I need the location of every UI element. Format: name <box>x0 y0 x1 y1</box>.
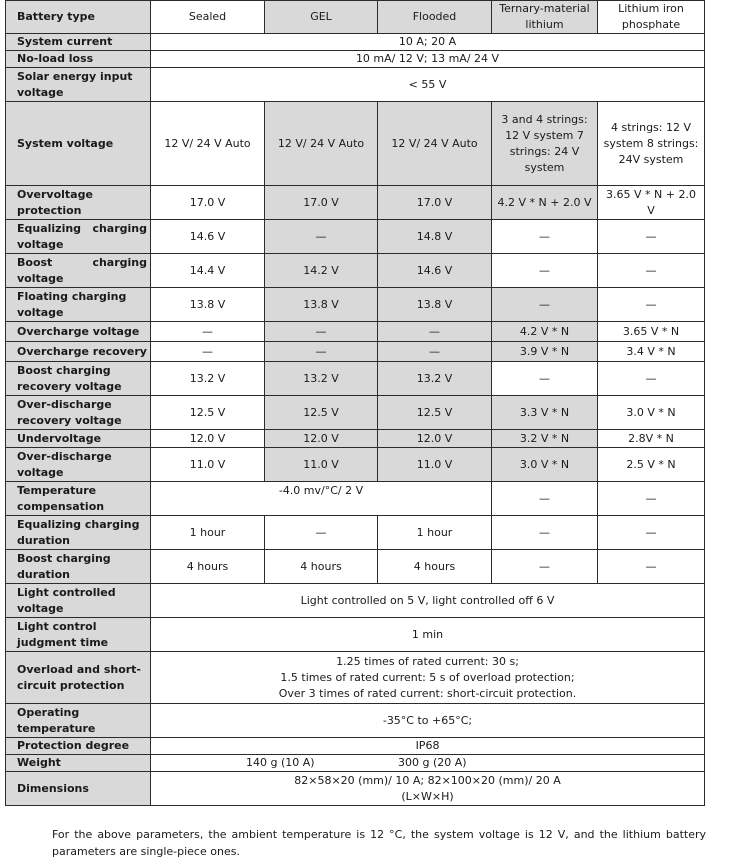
cell-sealed: — <box>151 322 265 342</box>
table-row <box>6 550 705 584</box>
cell-flooded: 13.8 V <box>378 288 492 322</box>
cell-flooded: 11.0 V <box>378 448 492 482</box>
table-row <box>6 516 705 550</box>
cell-flooded: 14.6 V <box>378 254 492 288</box>
row-label: Equalizing charging duration <box>6 516 151 550</box>
dimensions-value <box>151 772 705 806</box>
cell-sealed: — <box>151 342 265 362</box>
cell-lifepo4: — <box>598 550 705 584</box>
row-label: System current <box>6 34 151 51</box>
header-gel: GEL <box>265 1 378 34</box>
cell-ternary: — <box>492 254 598 288</box>
cell-flooded: 12 V/ 24 V Auto <box>378 102 492 186</box>
dimensions-line: (L×W×H) <box>401 789 454 803</box>
cell-sealed: 12 V/ 24 V Auto <box>151 102 265 186</box>
spec-table <box>5 0 705 806</box>
cell-ternary: — <box>492 220 598 254</box>
table-row <box>6 448 705 482</box>
cell-sealed: 14.4 V <box>151 254 265 288</box>
cell-ternary: 4.2 V * N + 2.0 V <box>492 186 598 220</box>
table-row <box>6 652 705 704</box>
cell-flooded: 12.5 V <box>378 396 492 430</box>
row-label: Over-discharge recovery voltage <box>6 396 151 430</box>
row-label: Protection degree <box>6 738 151 755</box>
header-sealed: Sealed <box>151 1 265 34</box>
cell-gel: 4 hours <box>265 550 378 584</box>
cell-flooded: 17.0 V <box>378 186 492 220</box>
table-row <box>6 1 705 34</box>
header-ternary: Ternary-material lithium <box>492 1 598 34</box>
cell-gel: — <box>265 342 378 362</box>
table-row <box>6 254 705 288</box>
table-row <box>6 755 705 772</box>
header-lifepo4: Lithium iron phosphate <box>598 1 705 34</box>
cell-flooded: 12.0 V <box>378 430 492 448</box>
cell-gel: 17.0 V <box>265 186 378 220</box>
row-label: Temperature compensation <box>6 482 151 516</box>
cell-flooded: 4 hours <box>378 550 492 584</box>
cell-gel: 14.2 V <box>265 254 378 288</box>
table-row <box>6 362 705 396</box>
table-row <box>6 288 705 322</box>
cell-ternary: — <box>492 288 598 322</box>
table-row <box>6 704 705 738</box>
cell-ternary: 3 and 4 strings: 12 V system 7 strings: 24 V system <box>492 102 598 186</box>
table-row <box>6 482 705 516</box>
weight-20a: 300 g (20 A) <box>398 756 467 769</box>
cell-flooded: 1 hour <box>378 516 492 550</box>
cell-lifepo4: 3.65 V * N <box>598 322 705 342</box>
no-load-loss-value: 10 mA/ 12 V; 13 mA/ 24 V <box>151 51 705 68</box>
cell-sealed: 4 hours <box>151 550 265 584</box>
cell-ternary: — <box>492 362 598 396</box>
cell-sealed: 1 hour <box>151 516 265 550</box>
cell-gel: 12.0 V <box>265 430 378 448</box>
table-row <box>6 34 705 51</box>
row-label: Undervoltage <box>6 430 151 448</box>
row-label: No-load loss <box>6 51 151 68</box>
solar-input-voltage-value: < 55 V <box>151 68 705 102</box>
header-flooded: Flooded <box>378 1 492 34</box>
cell-ternary: — <box>492 516 598 550</box>
cell-lifepo4: — <box>598 362 705 396</box>
cell-sealed: 13.2 V <box>151 362 265 396</box>
protection-degree-value: IP68 <box>151 738 705 755</box>
weight-10a: 140 g (10 A) <box>246 756 315 769</box>
cell-gel: — <box>265 322 378 342</box>
cell-lifepo4: — <box>598 288 705 322</box>
cell-flooded: — <box>378 342 492 362</box>
cell-gel: 11.0 V <box>265 448 378 482</box>
table-row <box>6 68 705 102</box>
cell-ternary: 3.9 V * N <box>492 342 598 362</box>
cell-ternary: 4.2 V * N <box>492 322 598 342</box>
row-label: Overload and short-circuit protection <box>6 652 151 704</box>
table-row <box>6 186 705 220</box>
cell-lifepo4: 3.0 V * N <box>598 396 705 430</box>
row-label: Boost charging duration <box>6 550 151 584</box>
overload-line: 1.5 times of rated current: 5 s of overload protection; <box>280 670 575 684</box>
cell-gel: 12.5 V <box>265 396 378 430</box>
cell-lifepo4: — <box>598 482 705 516</box>
cell-sealed: 17.0 V <box>151 186 265 220</box>
row-label: Operating temperature <box>6 704 151 738</box>
row-label: Dimensions <box>6 772 151 806</box>
row-label: Floating charging voltage <box>6 288 151 322</box>
cell-flooded: 14.8 V <box>378 220 492 254</box>
row-label: Weight <box>6 755 151 772</box>
row-label: Boost charging recovery voltage <box>6 362 151 396</box>
table-row <box>6 102 705 186</box>
row-label: Overcharge voltage <box>6 322 151 342</box>
row-label: Equalizing charging voltage <box>6 220 151 254</box>
row-label: Overcharge recovery <box>6 342 151 362</box>
footnote: For the above parameters, the ambient temperature is 12 °C, the system voltage is 12 V, and the lithium battery parameters are single-piece ones. <box>52 828 706 858</box>
cell-ternary: 3.0 V * N <box>492 448 598 482</box>
weight-value <box>151 755 705 772</box>
row-label: Boost charging voltage <box>6 254 151 288</box>
table-row <box>6 584 705 618</box>
header-label: Battery type <box>6 1 151 34</box>
table-row <box>6 738 705 755</box>
table-row <box>6 220 705 254</box>
table-row <box>6 618 705 652</box>
cell-sealed: 12.0 V <box>151 430 265 448</box>
cell-sealed: 12.5 V <box>151 396 265 430</box>
table-row <box>6 322 705 342</box>
overload-line: Over 3 times of rated current: short-circuit protection. <box>278 686 577 700</box>
row-label: Over-discharge voltage <box>6 448 151 482</box>
cell-lifepo4: 3.65 V * N + 2.0 V <box>598 186 705 220</box>
cell-gel: — <box>265 516 378 550</box>
cell-lifepo4: 2.5 V * N <box>598 448 705 482</box>
cell-gel: 13.2 V <box>265 362 378 396</box>
table-row <box>6 342 705 362</box>
cell-gel: 13.8 V <box>265 288 378 322</box>
cell-ternary: 3.3 V * N <box>492 396 598 430</box>
row-label: System voltage <box>6 102 151 186</box>
cell-lifepo4: — <box>598 516 705 550</box>
light-control-judgment-time-value: 1 min <box>151 618 705 652</box>
operating-temperature-value: -35°C to +65°C; <box>151 704 705 738</box>
system-current-value: 10 A; 20 A <box>151 34 705 51</box>
overload-line: 1.25 times of rated current: 30 s; <box>336 654 519 668</box>
dimensions-line: 82×58×20 (mm)/ 10 A; 82×100×20 (mm)/ 20 A <box>294 773 561 787</box>
row-label: Light control judgment time <box>6 618 151 652</box>
cell-lifepo4: 4 strings: 12 V system 8 strings: 24V system <box>598 102 705 186</box>
cell-ternary: — <box>492 482 598 516</box>
spec-sheet <box>5 0 705 806</box>
cell-flooded: 13.2 V <box>378 362 492 396</box>
table-row <box>6 396 705 430</box>
cell-lead-acid: -4.0 mv/°C/ 2 V <box>151 482 492 516</box>
cell-sealed: 13.8 V <box>151 288 265 322</box>
cell-ternary: 3.2 V * N <box>492 430 598 448</box>
light-controlled-voltage-value: Light controlled on 5 V, light controlled off 6 V <box>151 584 705 618</box>
cell-ternary: — <box>492 550 598 584</box>
row-label: Light controlled voltage <box>6 584 151 618</box>
row-label: Solar energy input voltage <box>6 68 151 102</box>
cell-gel: 12 V/ 24 V Auto <box>265 102 378 186</box>
cell-lifepo4: — <box>598 220 705 254</box>
cell-lifepo4: 3.4 V * N <box>598 342 705 362</box>
cell-gel: — <box>265 220 378 254</box>
row-label: Overvoltage protection <box>6 186 151 220</box>
table-row <box>6 430 705 448</box>
table-row <box>6 772 705 806</box>
cell-sealed: 14.6 V <box>151 220 265 254</box>
cell-lifepo4: 2.8V * N <box>598 430 705 448</box>
overload-protection-value <box>151 652 705 704</box>
cell-flooded: — <box>378 322 492 342</box>
table-row <box>6 51 705 68</box>
cell-sealed: 11.0 V <box>151 448 265 482</box>
cell-lifepo4: — <box>598 254 705 288</box>
